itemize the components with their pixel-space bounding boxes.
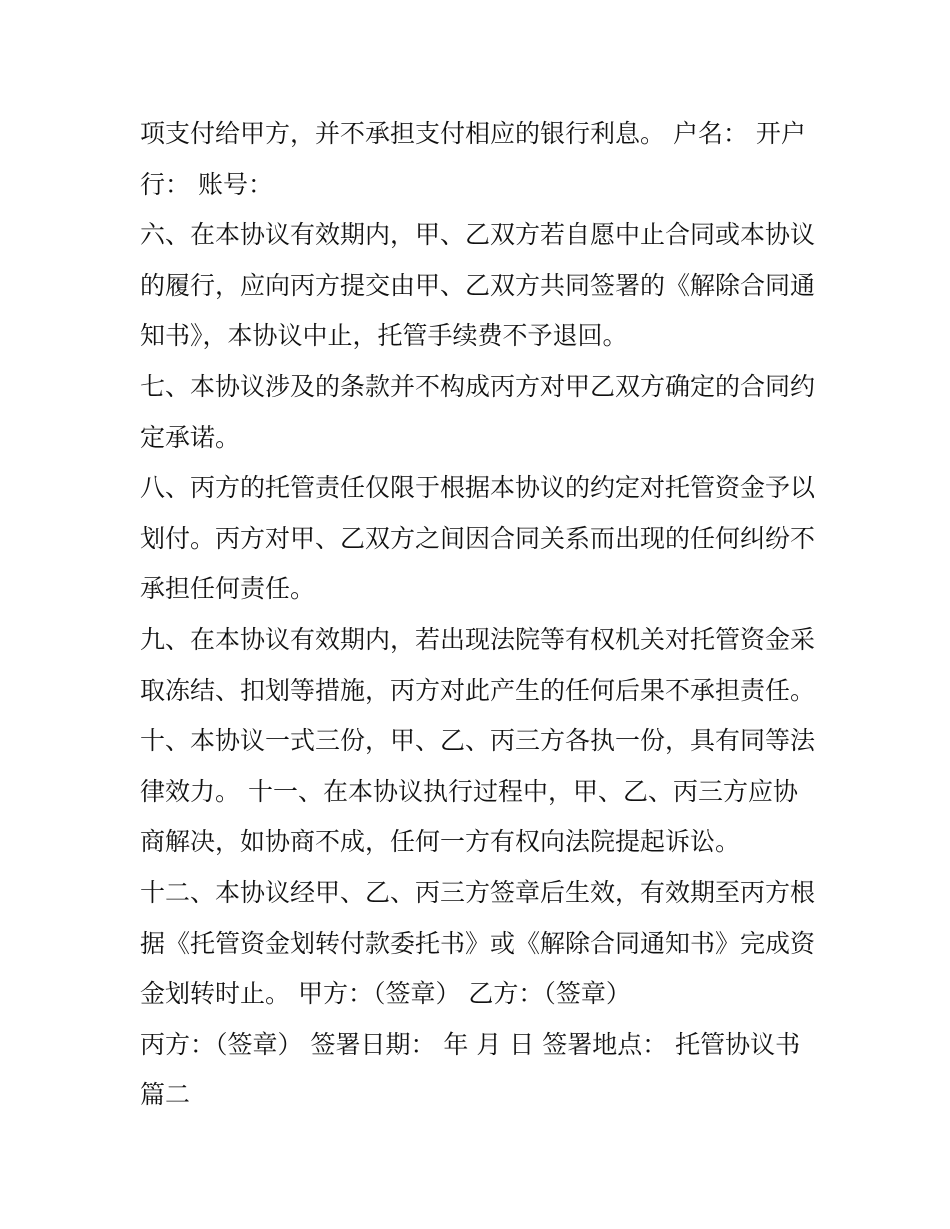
text-line: 丙方：（签章） 签署日期： 年 月 日 签署地点： 托管协议书	[140, 1029, 801, 1059]
text-line: 取冻结、扣划等措施，丙方对此产生的任何后果不承担责任。	[140, 675, 816, 705]
text-line: 商解决，如协商不成，任何一方有权向法院提起诉讼。	[140, 827, 741, 857]
agreement-text	[140, 109, 820, 1121]
text-line: 据《托管资金划转付款委托书》或《解除合同通知书》完成资	[140, 928, 816, 958]
text-line: 十、本协议一式三份，甲、乙、丙三方各执一份，具有同等法	[140, 726, 816, 756]
text-line: 项支付给甲方，并不承担支付相应的银行利息。 户名： 开户	[140, 119, 806, 148]
text-line: 定承诺。	[140, 422, 241, 452]
text-line: 八、丙方的托管责任仅限于根据本协议的约定对托管资金予以	[140, 473, 816, 503]
text-line: 的履行，应向丙方提交由甲、乙双方共同签署的《解除合同通	[140, 270, 816, 300]
text-line: 律效力。 十一、在本协议执行过程中，甲、乙、丙三方应协	[140, 776, 798, 806]
text-line: 划付。丙方对甲、乙双方之间因合同关系而出现的任何纠纷不	[140, 523, 816, 553]
text-line: 知书》，本协议中止，托管手续费不予退回。	[140, 321, 628, 351]
text-line: 承担任何责任。	[140, 574, 316, 604]
text-line: 九、在本协议有效期内，若出现法院等有权机关对托管资金采	[140, 624, 816, 654]
text-line: 篇二	[140, 1080, 191, 1110]
text-line: 金划转时止。 甲方：（签章） 乙方：（签章）	[140, 979, 631, 1009]
text-line: 七、本协议涉及的条款并不构成丙方对甲乙双方确定的合同约	[140, 371, 816, 401]
text-line: 六、在本协议有效期内，甲、乙双方若自愿中止合同或本协议	[140, 220, 816, 250]
text-line: 十二、本协议经甲、乙、丙三方签章后生效，有效期至丙方根	[140, 877, 816, 907]
text-line: 行： 账号：	[140, 169, 273, 199]
